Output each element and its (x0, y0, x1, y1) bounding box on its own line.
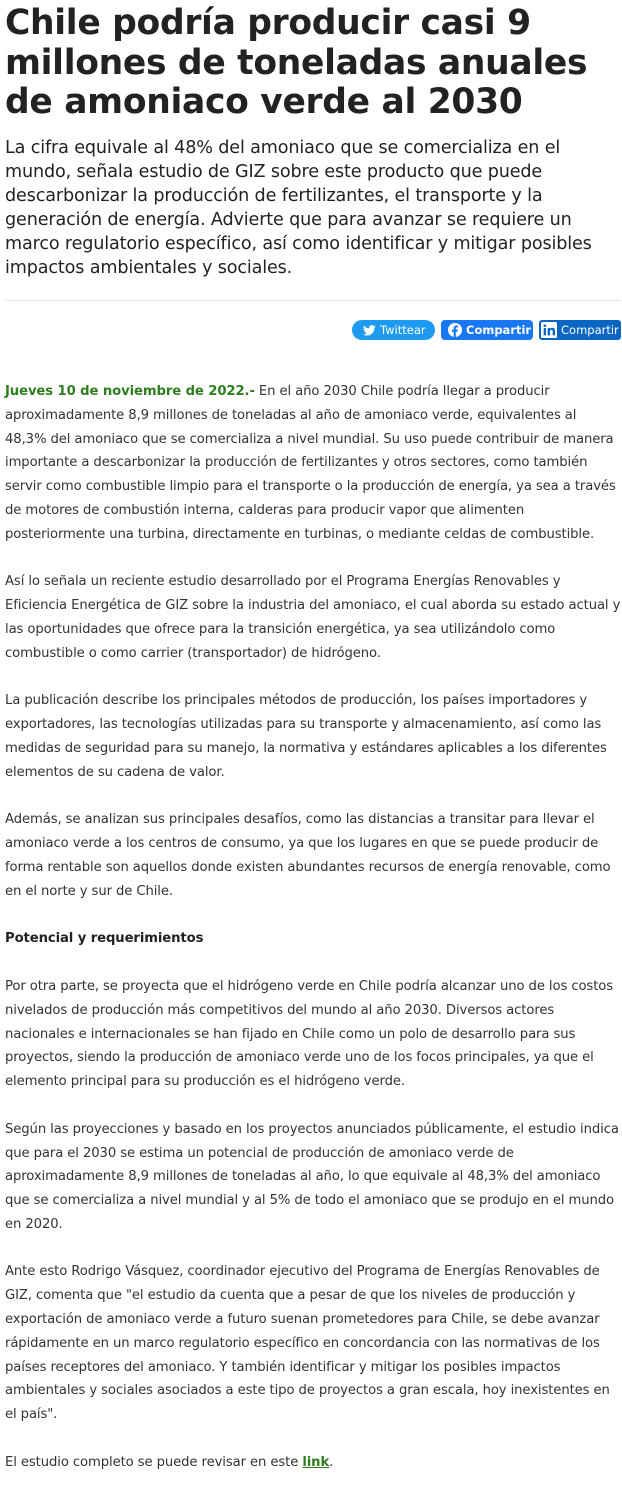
article (5, 0, 621, 301)
paragraph: Ante esto Rodrigo Vásquez, coordinador ejecutivo del Programa de Energías Renovables de GIZ, comenta que "el estudio da cuenta que a pesar de que los niveles de producción y exportación de amoniaco verde a futuro suenan prometedores para Chile, se debe avanzar rápidamente en un marco regulatorio específico en concordancia con las normativas de los países receptores del amoniaco. Y también identificar y mitigar los posibles impactos ambientales y sociales asociados a este tipo de proyectos a gran escala, hoy inexistentes en el país". (5, 1264, 610, 1423)
paragraph: Además, se analizan sus principales desafíos, como las distancias a transitar para llevar el amoniaco verde a los centros de consumo, ya que los lugares en que se puede producir de forma rentable son aquellos donde existen abundantes recursos de energía renovable, como en el norte y sur de Chile. (5, 812, 611, 899)
facebook-share-button[interactable] (441, 320, 533, 340)
linkedin-share-button[interactable] (539, 320, 621, 340)
article-lead: La cifra equivale al 48% del amoniaco que se comercializa en el mundo, señala estudio de GIZ sobre este producto que puede descarbonizar la producción de fertilizantes, el transporte y la generación de energía. Advierte que para avanzar se requiere un marco regulatorio específico, así como identificar y mitigar posibles impactos ambientales y sociales. (5, 137, 592, 278)
study-link[interactable]: link (302, 1454, 330, 1470)
twitter-share-label: Twittear (380, 323, 426, 337)
divider (5, 300, 621, 301)
paragraph: La publicación describe los principales métodos de producción, los países importadores y exportadores, las tecnologías utilizadas para su transporte y almacenamiento, así como las medidas de seguridad para su manejo, la normativa y estándares aplicables a los diferentes elementos de su cadena de valor. (5, 693, 607, 780)
article-title: Chile podría producir casi 9 millones de toneladas anuales de amoniaco verde al 2030 (5, 3, 588, 122)
linkedin-share-label: Compartir (561, 323, 619, 337)
twitter-bird-icon (363, 325, 376, 336)
article-body (5, 380, 621, 1498)
paragraph-text: En el año 2030 Chile podría llegar a producir aproximadamente 8,9 millones de toneladas al año de amoniaco verde, equivalentes al 48,3% del amoniaco que se comercializa a nivel mundial. Su uso puede contribuir de manera importante a descarbonizar la producción de fertilizantes y otros sectores, como también servir como combustible limpio para el transporte o la producción de energía, ya sea a través de motores de combustión interna, calderas para producir vapor que alimenten posteriormente una turbina, directamente en turbinas, o mediante celdas de combustible. (5, 384, 616, 542)
linkedin-in-icon (541, 322, 557, 338)
paragraph (5, 1451, 621, 1475)
paragraph-text: El estudio completo se puede revisar en este (5, 1454, 303, 1470)
twitter-share-button[interactable] (352, 320, 435, 340)
share-bar (352, 320, 621, 340)
facebook-share-label: Compartir (466, 323, 532, 337)
paragraph: Así lo señala un reciente estudio desarrollado por el Programa Energías Renovables y Eficiencia Energética de GIZ sobre la industria del amoniaco, el cual aborda su estado actual y las oportunidades que ofrece para la transición energética, ya sea utilizándolo como combustible o como carrier (transportador) de hidrógeno. (5, 574, 621, 661)
paragraph: Según las proyecciones y basado en los proyectos anunciados públicamente, el estudio indica que para el 2030 se estima un potencial de producción de amoniaco verde de aproximadamente 8,9 millones de toneladas al año, lo que equivale al 48,3% del amoniaco que se comercializa a nivel mundial y al 5% de todo el amoniaco que se produjo en el mundo en 2020. (5, 1121, 619, 1232)
facebook-f-icon (448, 323, 462, 337)
paragraph-text: . (329, 1454, 334, 1470)
section-subheading: Potencial y requerimientos (5, 931, 204, 947)
paragraph (5, 380, 621, 547)
paragraph: Por otra parte, se proyecta que el hidrógeno verde en Chile podría alcanzar uno de los costos nivelados de producción más competitivos del mundo al año 2030. Diversos actores nacionales e internacionales se han fijado en Chile como un polo de desarrollo para sus proyectos, siendo la producción de amoniaco verde uno de los focos principales, ya que el elemento principal para su producción es el hidrógeno verde. (5, 978, 614, 1090)
dateline: Jueves 10 de noviembre de 2022.- (5, 384, 255, 399)
